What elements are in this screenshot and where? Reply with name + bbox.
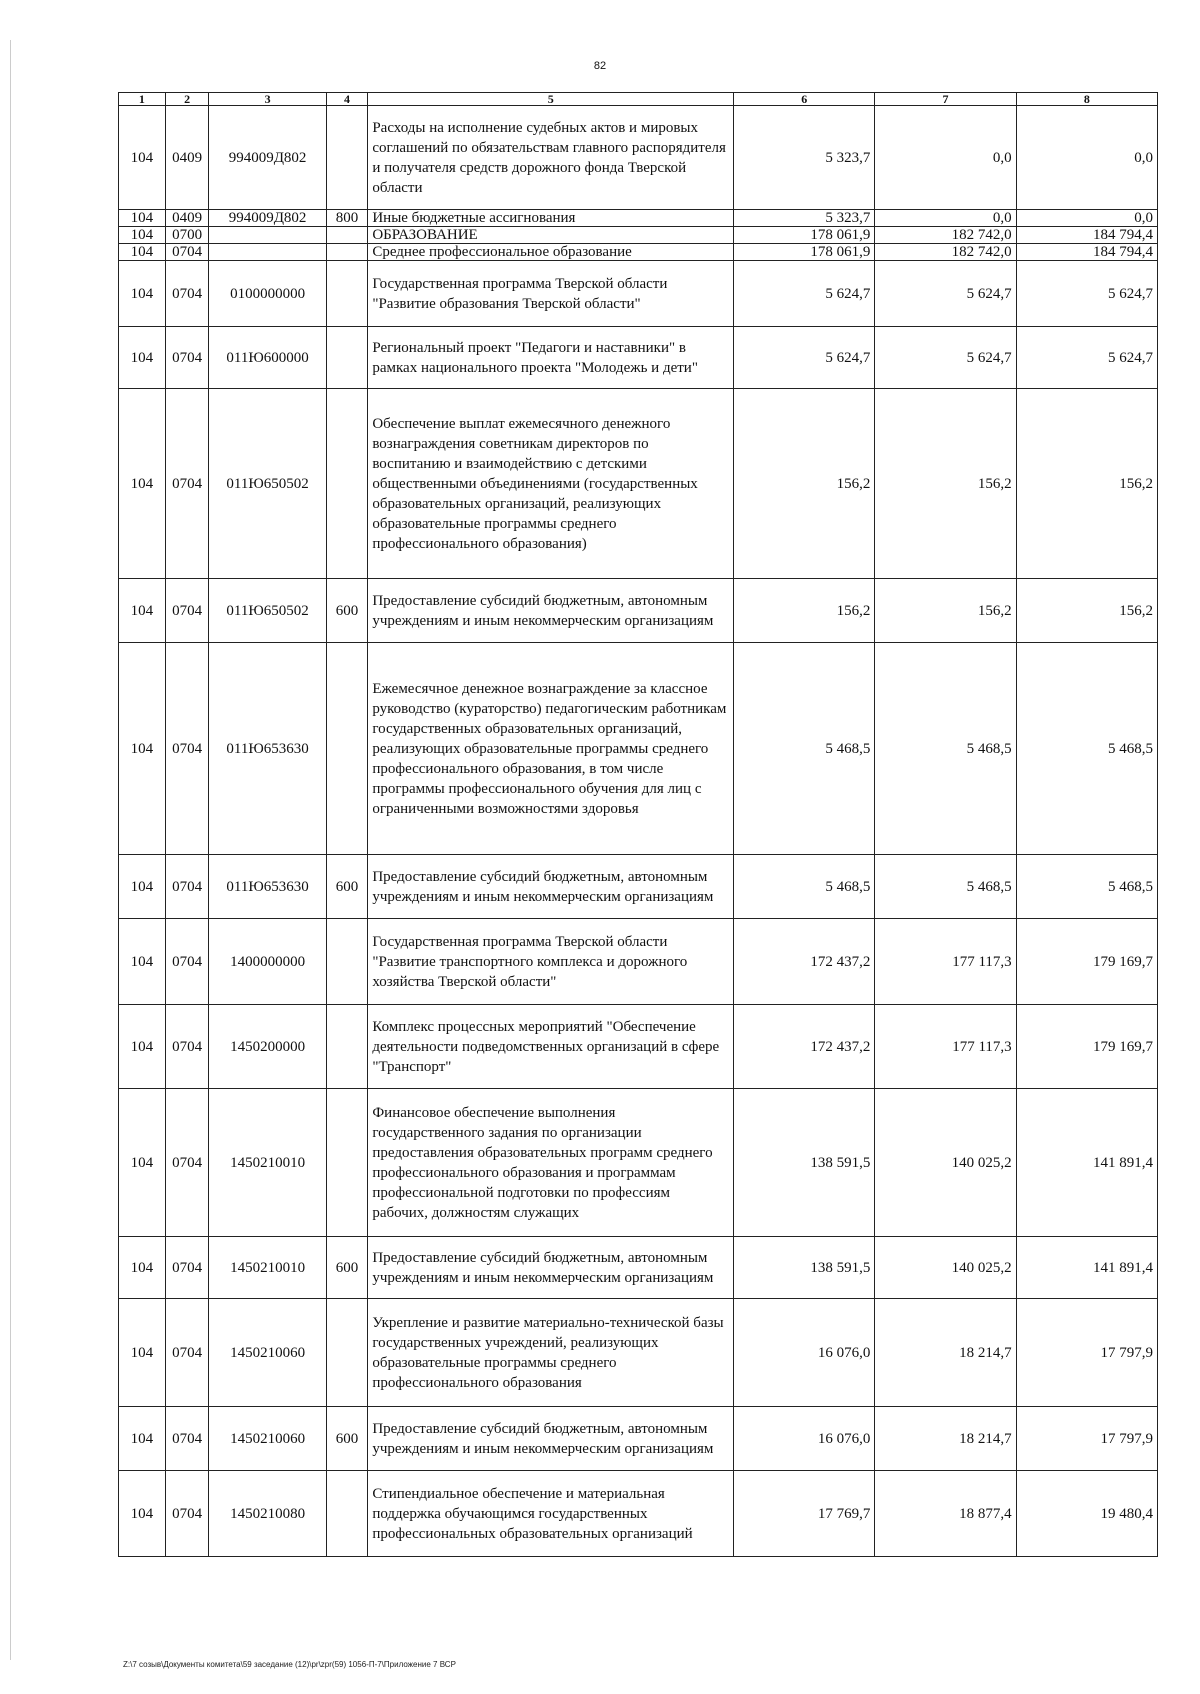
table-row [119, 579, 1158, 643]
cell-code-2: 0704 [165, 1471, 209, 1557]
cell-code-1: 104 [119, 227, 166, 244]
table-row [119, 1407, 1158, 1471]
cell-code-3: 994009Д802 [209, 210, 326, 227]
cell-code-1: 104 [119, 210, 166, 227]
table-row [119, 1005, 1158, 1089]
cell-value-8: 156,2 [1016, 389, 1157, 579]
cell-value-8: 179 169,7 [1016, 1005, 1157, 1089]
cell-value-6: 156,2 [734, 389, 875, 579]
cell-description: Укрепление и развитие материально-технической базы государственных учреждений, реализующих образовательные программы среднего профессионального образования [368, 1299, 734, 1407]
cell-value-8: 179 169,7 [1016, 919, 1157, 1005]
cell-description: Государственная программа Тверской области "Развитие транспортного комплекса и дорожного хозяйства Тверской области" [368, 919, 734, 1005]
cell-code-2: 0704 [165, 579, 209, 643]
cell-value-7: 18 214,7 [875, 1407, 1016, 1471]
cell-code-3: 1450210010 [209, 1237, 326, 1299]
cell-code-3: 1450210060 [209, 1299, 326, 1407]
cell-description: Обеспечение выплат ежемесячного денежного вознаграждения советникам директоров по воспитанию и взаимодействию с детскими общественными объединениями (государственных образовательных организаций, реализующих образовательные программы среднего профессионального образования) [368, 389, 734, 579]
cell-code-2: 0704 [165, 244, 209, 261]
cell-code-3: 011Ю600000 [209, 327, 326, 389]
cell-code-1: 104 [119, 1471, 166, 1557]
cell-code-1: 104 [119, 1237, 166, 1299]
cell-description: Предоставление субсидий бюджетным, автономным учреждениям и иным некоммерческим организациям [368, 855, 734, 919]
cell-value-7: 177 117,3 [875, 919, 1016, 1005]
cell-code-4 [326, 327, 368, 389]
budget-table [118, 92, 1158, 1557]
cell-value-8: 5 624,7 [1016, 327, 1157, 389]
cell-value-7: 5 624,7 [875, 327, 1016, 389]
cell-value-7: 182 742,0 [875, 244, 1016, 261]
cell-code-3: 1450210080 [209, 1471, 326, 1557]
cell-value-7: 177 117,3 [875, 1005, 1016, 1089]
cell-value-8: 0,0 [1016, 210, 1157, 227]
table-row [119, 389, 1158, 579]
cell-code-4 [326, 1299, 368, 1407]
cell-description: ОБРАЗОВАНИЕ [368, 227, 734, 244]
cell-code-1: 104 [119, 244, 166, 261]
cell-description: Стипендиальное обеспечение и материальная поддержка обучающимся государственных профессиональных образовательных организаций [368, 1471, 734, 1557]
cell-value-8: 184 794,4 [1016, 227, 1157, 244]
cell-code-4 [326, 1089, 368, 1237]
cell-code-1: 104 [119, 327, 166, 389]
table-row [119, 327, 1158, 389]
cell-value-6: 5 468,5 [734, 643, 875, 855]
table-row [119, 643, 1158, 855]
cell-code-4: 600 [326, 855, 368, 919]
cell-code-1: 104 [119, 1089, 166, 1237]
table-row [119, 244, 1158, 261]
cell-code-1: 104 [119, 261, 166, 327]
cell-value-6: 156,2 [734, 579, 875, 643]
cell-code-2: 0704 [165, 261, 209, 327]
cell-code-1: 104 [119, 855, 166, 919]
table-header-row [119, 93, 1158, 106]
table-row [119, 1471, 1158, 1557]
cell-code-1: 104 [119, 1299, 166, 1407]
cell-description: Среднее профессиональное образование [368, 244, 734, 261]
cell-code-3: 011Ю650502 [209, 389, 326, 579]
table-row [119, 227, 1158, 244]
cell-value-8: 184 794,4 [1016, 244, 1157, 261]
cell-value-8: 5 468,5 [1016, 855, 1157, 919]
scan-edge-line [10, 40, 11, 1660]
cell-value-8: 5 624,7 [1016, 261, 1157, 327]
cell-value-8: 0,0 [1016, 106, 1157, 210]
cell-value-7: 140 025,2 [875, 1237, 1016, 1299]
table-row [119, 106, 1158, 210]
header-col-5: 5 [368, 93, 734, 106]
cell-code-2: 0704 [165, 327, 209, 389]
cell-code-3: 011Ю653630 [209, 855, 326, 919]
table-row [119, 855, 1158, 919]
cell-code-2: 0704 [165, 1237, 209, 1299]
cell-value-8: 141 891,4 [1016, 1089, 1157, 1237]
cell-code-2: 0704 [165, 1089, 209, 1237]
cell-code-1: 104 [119, 643, 166, 855]
cell-code-4 [326, 227, 368, 244]
header-col-2: 2 [165, 93, 209, 106]
cell-value-7: 5 468,5 [875, 855, 1016, 919]
cell-code-4 [326, 261, 368, 327]
header-col-7: 7 [875, 93, 1016, 106]
cell-code-4 [326, 106, 368, 210]
cell-value-6: 5 323,7 [734, 210, 875, 227]
cell-value-6: 178 061,9 [734, 227, 875, 244]
cell-code-3 [209, 227, 326, 244]
cell-value-7: 156,2 [875, 579, 1016, 643]
cell-code-1: 104 [119, 1005, 166, 1089]
cell-value-7: 140 025,2 [875, 1089, 1016, 1237]
table-row [119, 261, 1158, 327]
cell-code-4 [326, 919, 368, 1005]
cell-description: Предоставление субсидий бюджетным, автономным учреждениям и иным некоммерческим организациям [368, 1407, 734, 1471]
footer-file-path: Z:\7 созыв\Документы комитета\59 заседание (12)\pr\zpr(59) 1056-П-7\Приложение 7 ВСР [123, 1660, 456, 1669]
cell-code-2: 0409 [165, 106, 209, 210]
cell-code-2: 0704 [165, 643, 209, 855]
cell-code-4 [326, 389, 368, 579]
cell-code-4 [326, 244, 368, 261]
cell-code-3: 1450200000 [209, 1005, 326, 1089]
cell-description: Финансовое обеспечение выполнения государственного задания по организации предоставления образовательных программ среднего профессионального образования и программам профессиональной подготовки по профессиям рабочих, должностям служащих [368, 1089, 734, 1237]
cell-code-2: 0704 [165, 389, 209, 579]
cell-code-2: 0704 [165, 919, 209, 1005]
cell-description: Иные бюджетные ассигнования [368, 210, 734, 227]
cell-code-2: 0704 [165, 1407, 209, 1471]
page-number: 82 [593, 60, 607, 72]
cell-description: Государственная программа Тверской области "Развитие образования Тверской области" [368, 261, 734, 327]
cell-code-3: 011Ю653630 [209, 643, 326, 855]
cell-description: Региональный проект "Педагоги и наставники" в рамках национального проекта "Молодежь и дети" [368, 327, 734, 389]
cell-value-8: 19 480,4 [1016, 1471, 1157, 1557]
cell-value-6: 172 437,2 [734, 1005, 875, 1089]
table-row [119, 210, 1158, 227]
header-col-6: 6 [734, 93, 875, 106]
cell-code-2: 0700 [165, 227, 209, 244]
cell-value-6: 5 323,7 [734, 106, 875, 210]
cell-value-6: 178 061,9 [734, 244, 875, 261]
cell-code-3: 994009Д802 [209, 106, 326, 210]
cell-code-2: 0704 [165, 1299, 209, 1407]
cell-code-4 [326, 1471, 368, 1557]
cell-value-8: 17 797,9 [1016, 1407, 1157, 1471]
cell-code-3: 011Ю650502 [209, 579, 326, 643]
cell-code-3: 0100000000 [209, 261, 326, 327]
cell-value-6: 138 591,5 [734, 1089, 875, 1237]
cell-value-8: 141 891,4 [1016, 1237, 1157, 1299]
cell-value-6: 138 591,5 [734, 1237, 875, 1299]
cell-value-6: 16 076,0 [734, 1299, 875, 1407]
cell-value-6: 5 468,5 [734, 855, 875, 919]
cell-value-7: 5 468,5 [875, 643, 1016, 855]
cell-code-3 [209, 244, 326, 261]
cell-value-6: 5 624,7 [734, 327, 875, 389]
cell-value-6: 17 769,7 [734, 1471, 875, 1557]
cell-code-4: 600 [326, 1407, 368, 1471]
cell-description: Расходы на исполнение судебных актов и мировых соглашений по обязательствам главного распорядителя и получателя средств дорожного фонда Тверской области [368, 106, 734, 210]
cell-value-8: 156,2 [1016, 579, 1157, 643]
cell-code-2: 0409 [165, 210, 209, 227]
cell-code-1: 104 [119, 106, 166, 210]
cell-description: Ежемесячное денежное вознаграждение за классное руководство (кураторство) педагогическим работникам государственных образовательных организаций, реализующих образовательные программы среднего профессионального образования, в том числе программы профессионального обучения для лиц с ограниченными возможностями здоровья [368, 643, 734, 855]
cell-value-7: 156,2 [875, 389, 1016, 579]
cell-description: Предоставление субсидий бюджетным, автономным учреждениям и иным некоммерческим организациям [368, 1237, 734, 1299]
cell-code-3: 1450210060 [209, 1407, 326, 1471]
cell-value-7: 182 742,0 [875, 227, 1016, 244]
cell-value-8: 17 797,9 [1016, 1299, 1157, 1407]
cell-value-7: 18 214,7 [875, 1299, 1016, 1407]
cell-code-4 [326, 1005, 368, 1089]
header-col-3: 3 [209, 93, 326, 106]
header-col-8: 8 [1016, 93, 1157, 106]
cell-code-4: 600 [326, 1237, 368, 1299]
cell-description: Предоставление субсидий бюджетным, автономным учреждениям и иным некоммерческим организациям [368, 579, 734, 643]
cell-code-2: 0704 [165, 855, 209, 919]
cell-code-4: 600 [326, 579, 368, 643]
cell-value-8: 5 468,5 [1016, 643, 1157, 855]
cell-value-7: 0,0 [875, 106, 1016, 210]
cell-code-1: 104 [119, 919, 166, 1005]
table-row [119, 919, 1158, 1005]
table-row [119, 1237, 1158, 1299]
cell-code-3: 1400000000 [209, 919, 326, 1005]
cell-code-4 [326, 643, 368, 855]
cell-code-4: 800 [326, 210, 368, 227]
cell-code-1: 104 [119, 579, 166, 643]
cell-value-7: 0,0 [875, 210, 1016, 227]
cell-description: Комплекс процессных мероприятий "Обеспечение деятельности подведомственных организаций в сфере "Транспорт" [368, 1005, 734, 1089]
cell-value-6: 172 437,2 [734, 919, 875, 1005]
cell-code-3: 1450210010 [209, 1089, 326, 1237]
header-col-4: 4 [326, 93, 368, 106]
table-row [119, 1089, 1158, 1237]
cell-value-7: 5 624,7 [875, 261, 1016, 327]
cell-code-1: 104 [119, 1407, 166, 1471]
table-row [119, 1299, 1158, 1407]
cell-code-1: 104 [119, 389, 166, 579]
cell-code-2: 0704 [165, 1005, 209, 1089]
cell-value-7: 18 877,4 [875, 1471, 1016, 1557]
cell-value-6: 5 624,7 [734, 261, 875, 327]
cell-value-6: 16 076,0 [734, 1407, 875, 1471]
header-col-1: 1 [119, 93, 166, 106]
